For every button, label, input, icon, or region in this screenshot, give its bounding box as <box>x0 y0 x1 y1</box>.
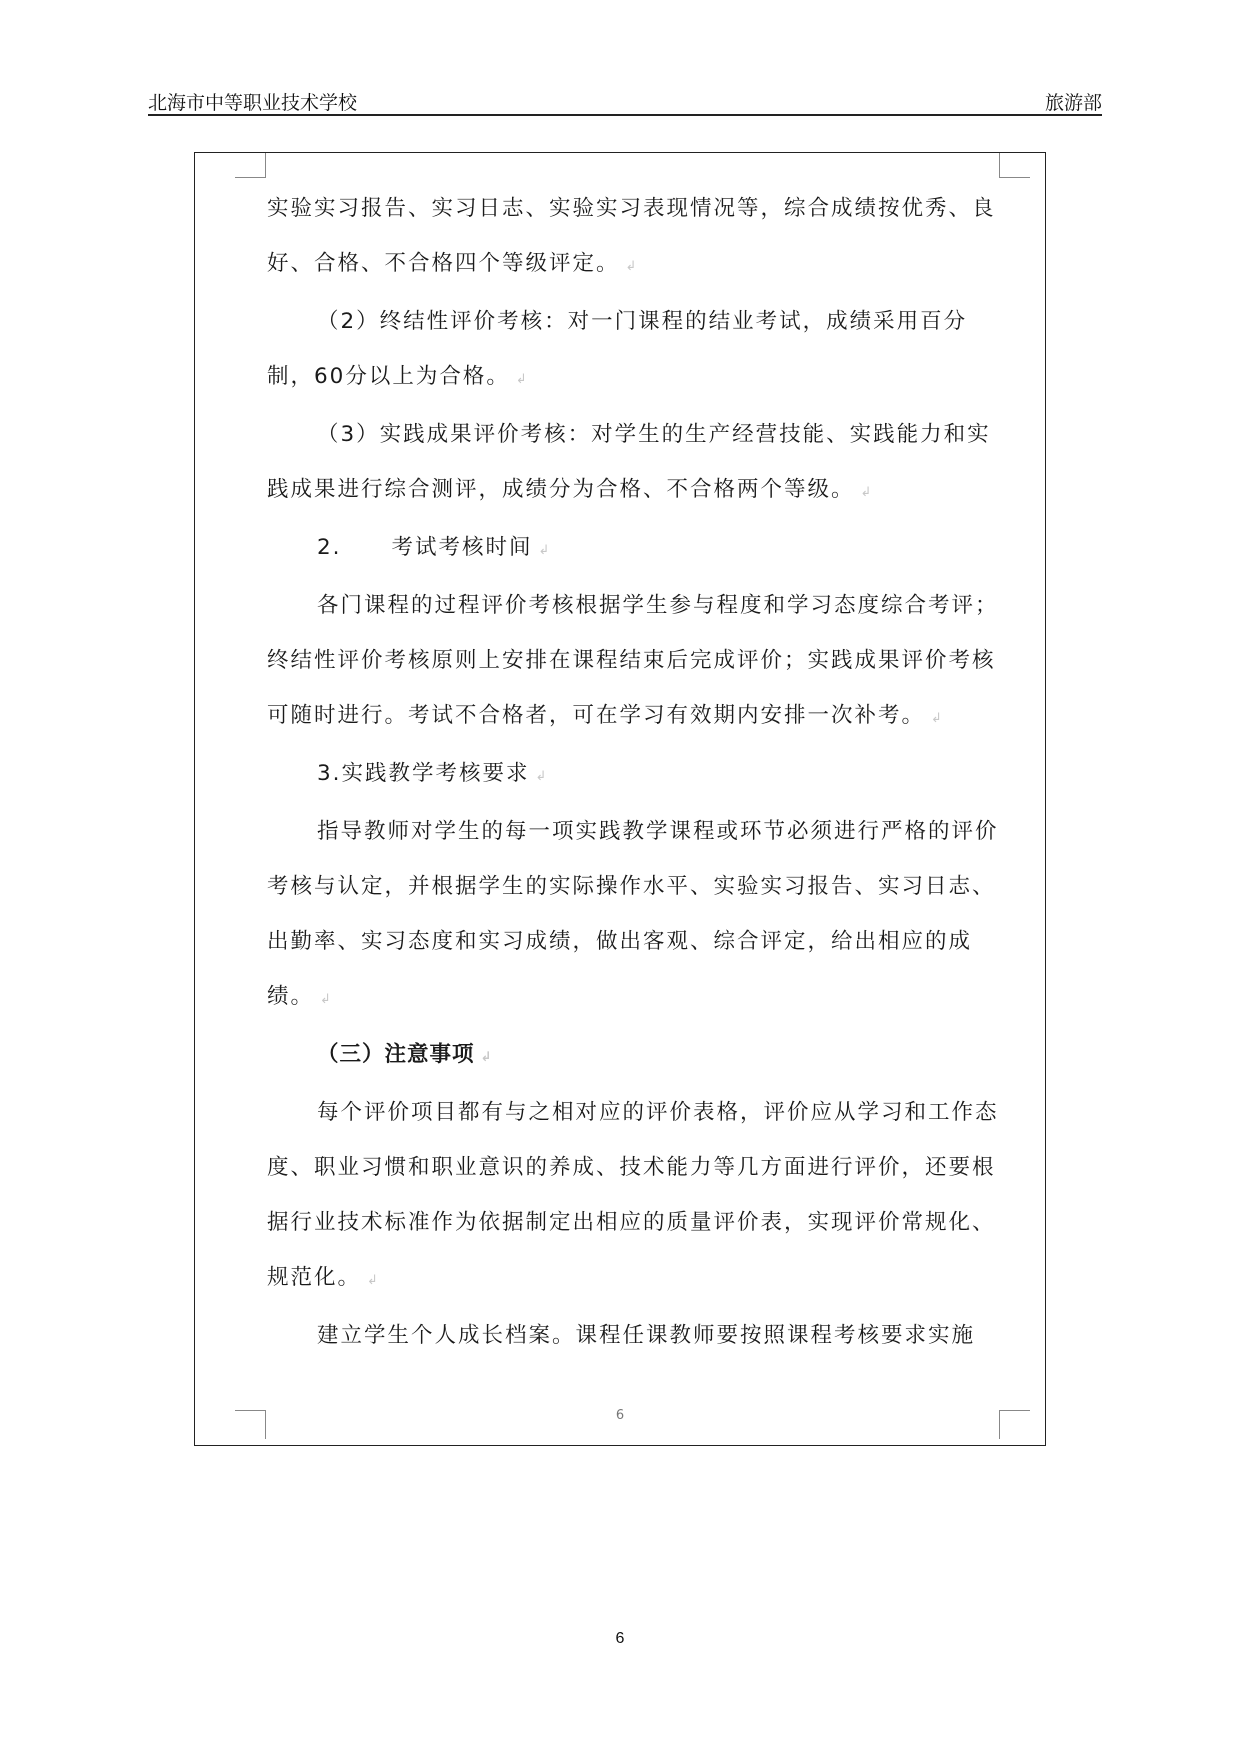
page-header <box>148 84 1102 116</box>
paragraph-summative: （2）终结性评价考核：对一门课程的结业考试，成绩采用百分制，60分以上为合格。 ↲ <box>267 309 968 389</box>
page-number: 6 <box>615 1630 625 1647</box>
paragraph-practice-requirements: 指导教师对学生的每一项实践教学课程或环节必须进行严格的评价考核与认定，并根据学生的实际操作水平、实验实习报告、实习日志、出勤率、实习态度和实习成绩，做出客观、综合评定，给出相应的成绩。 ↲ <box>267 819 999 1009</box>
paragraph-exam-time: 各门课程的过程评价考核根据学生参与程度和学习态度综合考评；终结性评价考核原则上安排在课程结束后完成评价；实践成果评价考核可随时进行。考试不合格者，可在学习有效期内安排一次补考。 ↲ <box>267 593 999 728</box>
paragraph-practice-results: （3）实践成果评价考核：对学生的生产经营技能、实践能力和实践成果进行综合测评，成绩分为合格、不合格两个等级。 ↲ <box>267 422 991 502</box>
section-heading-notes: （三）注意事项 ↲ <box>317 1042 493 1067</box>
embedded-page-frame <box>194 152 1046 1446</box>
department-name: 旅游部 <box>1044 92 1102 114</box>
paragraph-notes-2: 建立学生个人成长档案。课程任课教师要按照课程考核要求实施 <box>317 1323 976 1348</box>
school-name: 北海市中等职业技术学校 <box>148 92 358 114</box>
paragraph-notes-1: 每个评价项目都有与之相对应的评价表格，评价应从学习和工作态度、职业习惯和职业意识的养成、技术能力等几方面进行评价，还要根据行业技术标准作为依据制定出相应的质量评价表，实现评价常规化、规范化。 ↲ <box>267 1100 999 1290</box>
document-body <box>267 181 1003 1363</box>
crop-mark-top-right <box>999 153 1030 178</box>
item-3-heading: 3.实践教学考核要求 ↲ <box>317 761 549 786</box>
embedded-page-number: 6 <box>615 1408 625 1423</box>
item-2-heading: 2. 考试考核时间 ↲ <box>317 535 552 560</box>
paragraph-continuation: 实验实习报告、实习日志、实验实习表现情况等，综合成绩按优秀、良好、合格、不合格四个等级评定。 ↲ <box>267 196 996 276</box>
crop-mark-top-left <box>235 153 266 178</box>
